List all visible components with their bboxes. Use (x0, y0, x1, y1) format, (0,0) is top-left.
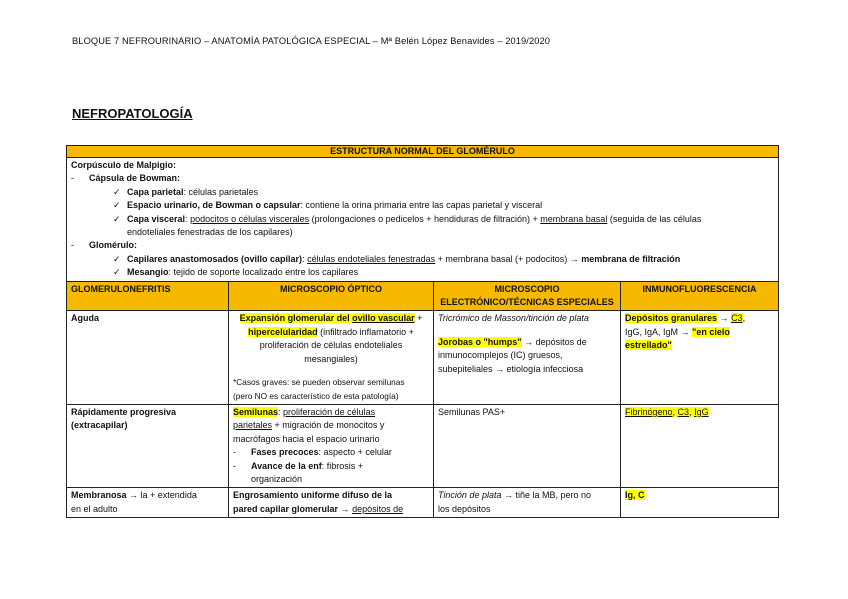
electronico-cell: Tricrómico de Masson/tinción de plata Jorobas o "humps" → depósitos de inmunocomplejos (IC) gruesos, subepiteliales → etiología infecciosa (434, 311, 621, 404)
document-header: BLOQUE 7 NEFROURINARIO – ANATOMÍA PATOLÓGICA ESPECIAL – Mª Belén López Benavides – 2019/2020 (72, 36, 551, 46)
page-title: NEFROPATOLOGÍA (72, 106, 193, 121)
check-icon: ✓ (113, 253, 121, 264)
inmuno-cell: Depósitos granulares → C3, IgG, IgA, IgM → "en cielo estrellado" (621, 311, 779, 404)
section-title: ESTRUCTURA NORMAL DEL GLOMÉRULO (67, 146, 779, 158)
intro-row (67, 158, 779, 282)
col-header-electronico: MICROSCOPIO ELECTRÓNICO/TÉCNICAS ESPECIALES (434, 281, 621, 311)
arrow-icon: → (503, 490, 513, 501)
section-header-row (67, 146, 779, 158)
table-row (67, 488, 779, 518)
inmuno-cell: Fibrinógeno, C3, IgG (621, 404, 779, 487)
capa-visceral-line: ✓ Capa visceral: podocitos o células viscerales (prolongaciones o pedicelos + hendiduras de filtración) + membrana basal (seguida de las células (71, 213, 774, 226)
arrow-icon: → (340, 503, 350, 514)
glomerulus-table (66, 145, 779, 518)
col-header-optico: MICROSCOPIO ÓPTICO (229, 281, 434, 311)
row-name: Aguda (67, 311, 229, 404)
inmuno-cell: Ig, C (621, 488, 779, 518)
capilares-line: ✓ Capilares anastomosados (ovillo capilar): células endoteliales fenestradas + membrana basal (+ podocitos) → membrana de filtración (71, 253, 774, 266)
capsula-line: - Cápsula de Bowman: (71, 173, 181, 184)
column-header-row (67, 281, 779, 311)
table-row (67, 404, 779, 487)
capa-parietal-line: ✓ Capa parietal: células parietales (71, 186, 774, 199)
col-header-glomerulonefritis: GLOMERULONEFRITIS (67, 281, 229, 311)
electronico-cell: Semilunas PAS+ (434, 404, 621, 487)
arrow-icon: → (680, 326, 690, 337)
optico-cell: Engrosamiento uniforme difuso de la pared capilar glomerular → depósitos de (229, 488, 434, 518)
arrow-icon: → (719, 313, 729, 324)
optico-cell: Semilunas: proliferación de células parietales + migración de monocitos y macrófagos hacia el espacio urinario - Fases precoces: aspecto + celular - Avance de la enf: fibrosis + organización (229, 404, 434, 487)
arrow-icon: → (129, 490, 139, 501)
row-name: Rápidamente progresiva (extracapilar) (67, 404, 229, 487)
optico-cell: Expansión glomerular del ovillo vascular + hipercelularidad (infiltrado inflamatorio + proliferación de células endoteliales mesangiales) *Casos graves: se pueden observar semilunas (pero NO es característico de esta patología) (229, 311, 434, 404)
check-icon: ✓ (113, 200, 121, 211)
arrow-icon: → (569, 253, 579, 264)
check-icon: ✓ (113, 186, 121, 197)
check-icon: ✓ (113, 267, 121, 278)
corpusculo-line: Corpúsculo de Malpigio: (71, 160, 176, 170)
arrow-icon: → (495, 363, 505, 374)
mesangio-line: ✓ Mesangio: tejido de soporte localizado entre los capilares (71, 266, 774, 279)
row-name: Membranosa → la + extendida en el adulto (67, 488, 229, 518)
espacio-urinario-line: ✓ Espacio urinario, de Bowman o capsular: contiene la orina primaria entre las capas parietal y visceral (71, 199, 774, 212)
intro-cell (67, 158, 779, 282)
table-row (67, 311, 779, 404)
arrow-icon: → (524, 336, 534, 347)
glomerulo-line: - Glomérulo: (71, 240, 138, 251)
col-header-inmunofluorescencia: INMUNOFLUORESCENCIA (621, 281, 779, 311)
capa-visceral-continuation: endoteliales fenestradas de los capilares) (127, 227, 293, 238)
check-icon: ✓ (113, 213, 121, 224)
electronico-cell: Tinción de plata → tiñe la MB, pero no los depósitos (434, 488, 621, 518)
